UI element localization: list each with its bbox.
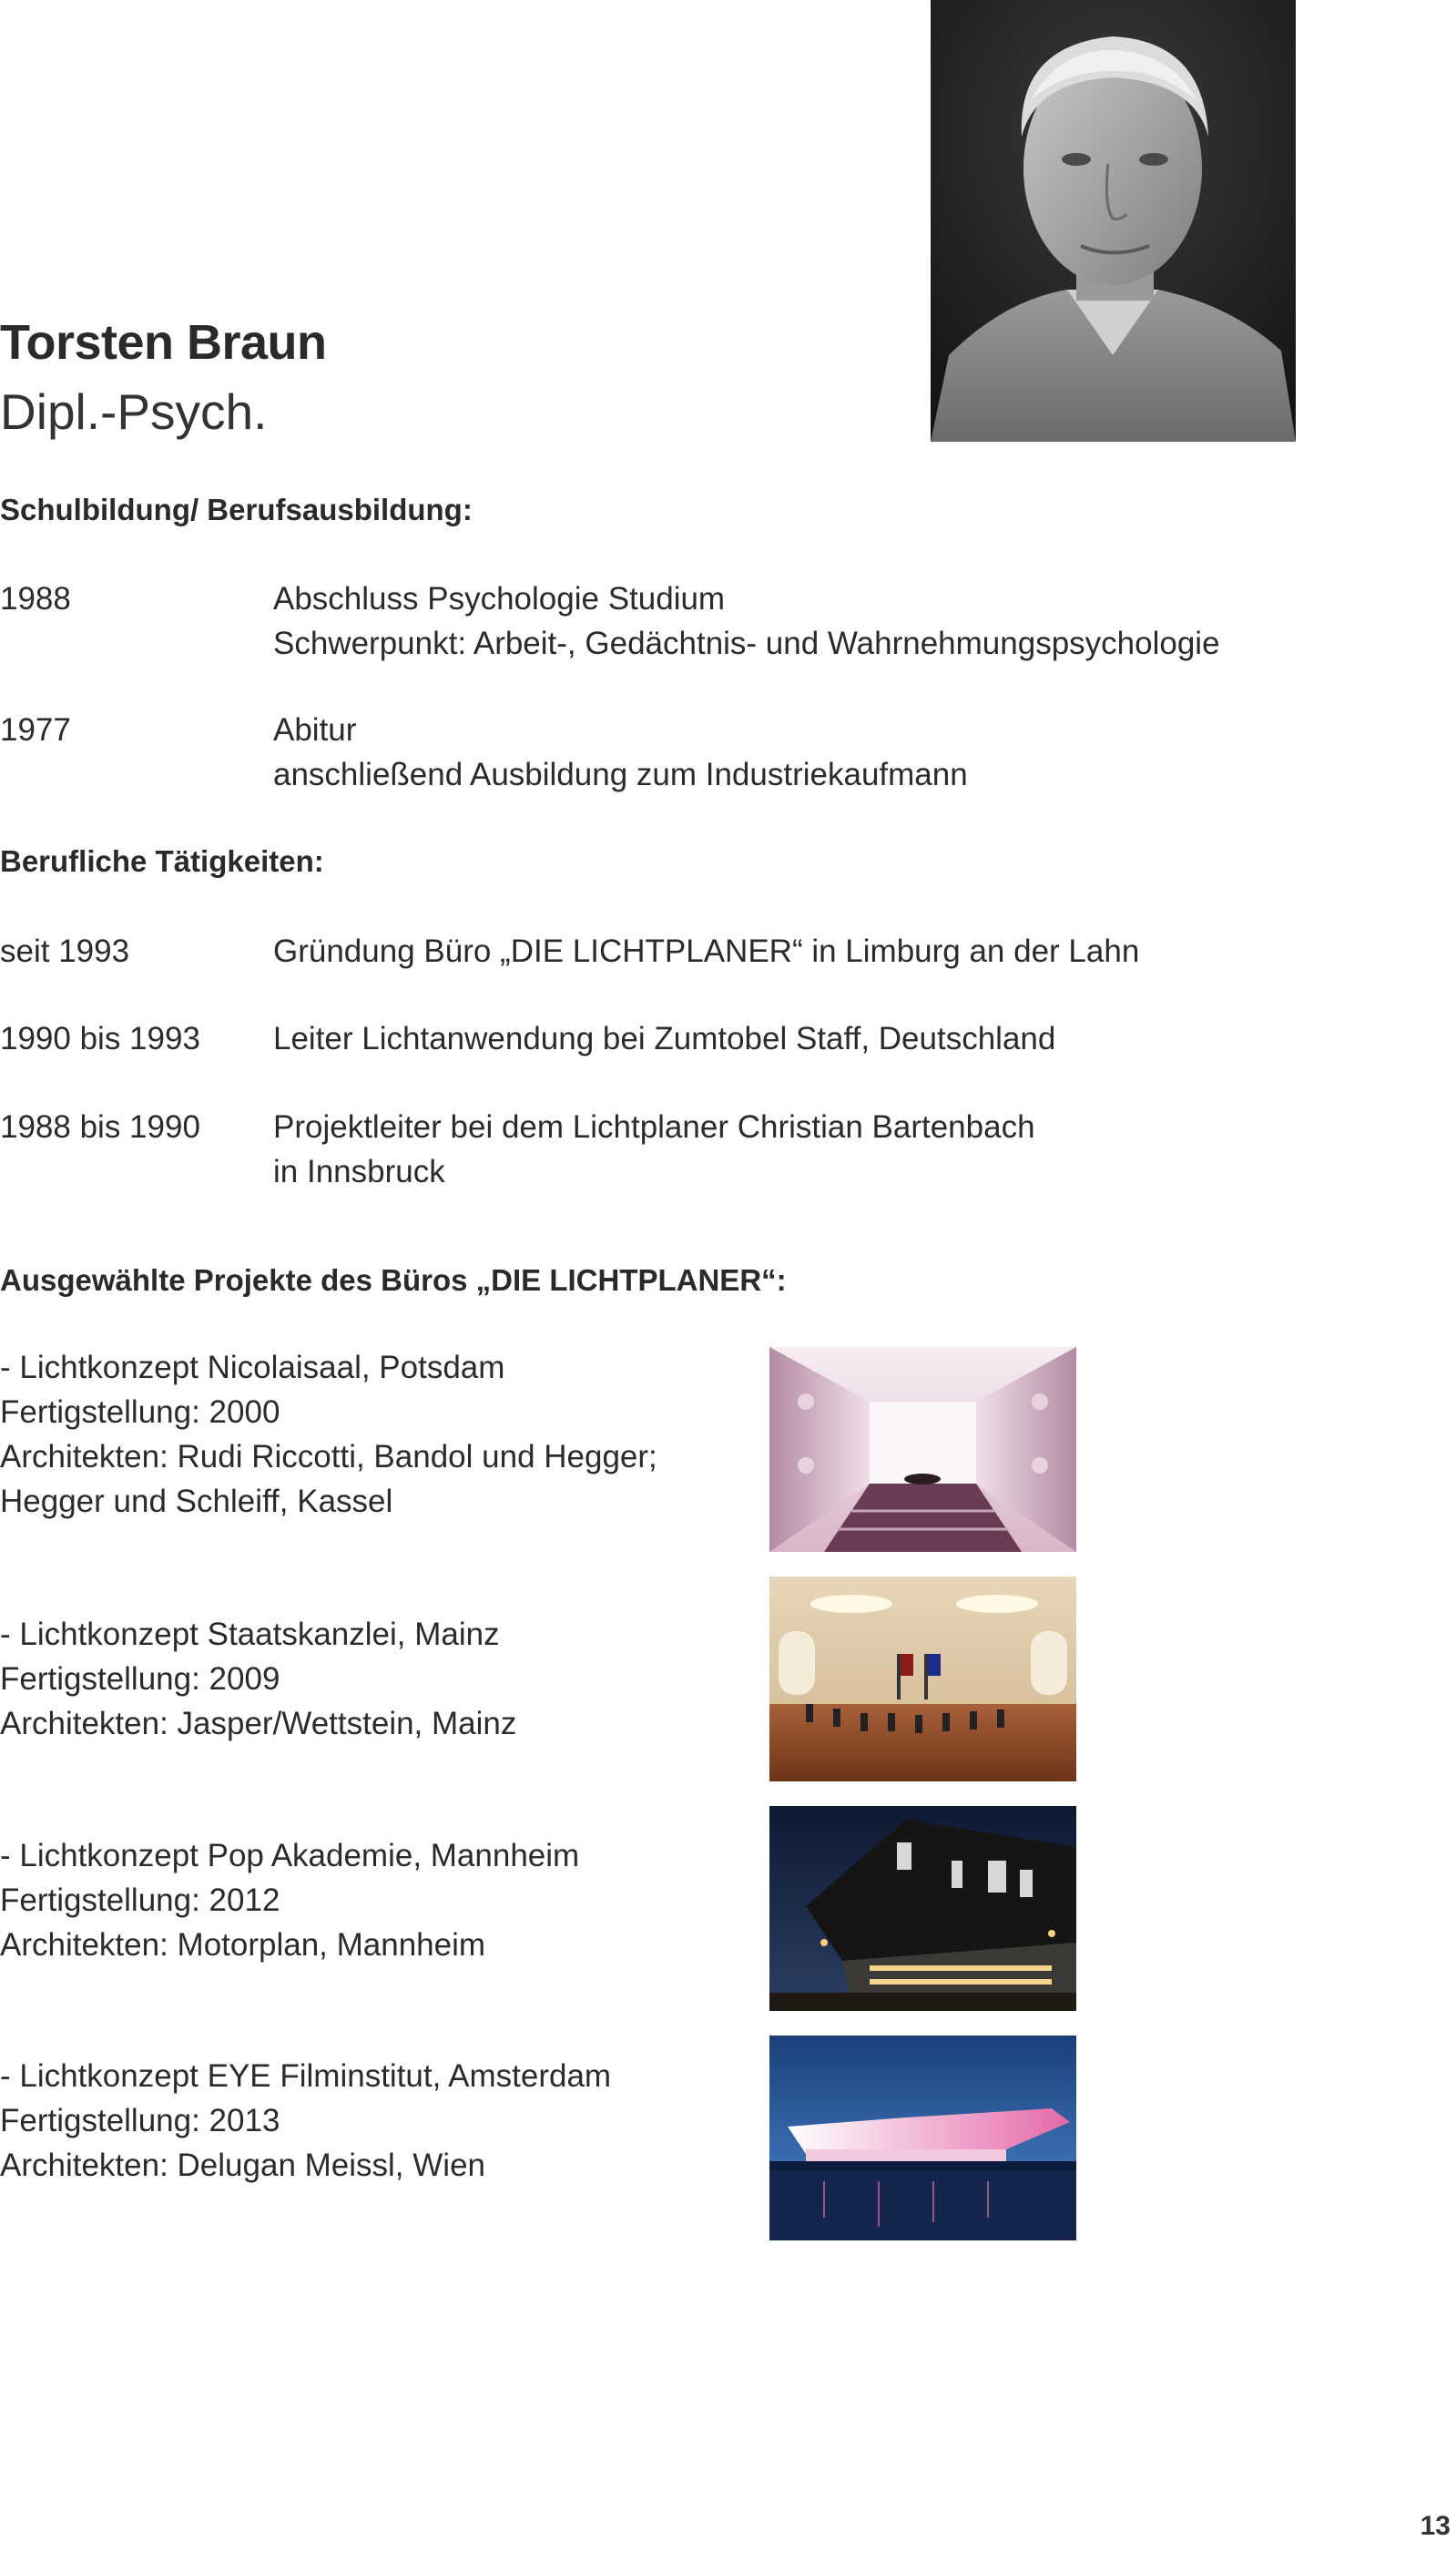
portrait-photo bbox=[931, 0, 1296, 442]
career-year: 1990 bis 1993 bbox=[0, 1021, 200, 1056]
project-architects: Hegger und Schleiff, Kassel bbox=[0, 1484, 393, 1519]
page-number: 13 bbox=[1420, 2511, 1451, 2541]
project-completion: Fertigstellung: 2000 bbox=[0, 1394, 280, 1430]
project-architects: Architekten: Motorplan, Mannheim bbox=[0, 1927, 486, 1963]
person-title: Dipl.-Psych. bbox=[0, 383, 268, 440]
project-architects: Architekten: Delugan Meissl, Wien bbox=[0, 2148, 485, 2183]
project-item bbox=[0, 2054, 747, 2188]
education-line: anschließend Ausbildung zum Industriekaufmann bbox=[273, 757, 968, 792]
project-photo-staatskanzlei bbox=[769, 1577, 1076, 1781]
career-item bbox=[0, 1105, 1366, 1196]
project-item bbox=[0, 1833, 747, 1967]
project-photo-eye-filminstitut bbox=[769, 2036, 1076, 2240]
career-item bbox=[0, 1016, 1366, 1062]
career-heading: Berufliche Tätigkeiten: bbox=[0, 844, 324, 878]
project-completion: Fertigstellung: 2013 bbox=[0, 2103, 280, 2138]
project-item bbox=[0, 1345, 747, 1524]
project-architects: Architekten: Rudi Riccotti, Bandol und Hegger; bbox=[0, 1439, 657, 1474]
project-photo-nicolaisaal bbox=[769, 1347, 1076, 1552]
education-item bbox=[0, 577, 1366, 668]
education-line: Abschluss Psychologie Studium bbox=[273, 581, 726, 617]
education-line: Schwerpunkt: Arbeit-, Gedächtnis- und Wahrnehmungspsychologie bbox=[273, 626, 1220, 661]
education-line: Abitur bbox=[273, 712, 357, 748]
career-line: Leiter Lichtanwendung bei Zumtobel Staff, Deutschland bbox=[273, 1021, 1056, 1056]
career-item bbox=[0, 929, 1366, 974]
project-title: - Lichtkonzept Nicolaisaal, Potsdam bbox=[0, 1350, 505, 1385]
career-line: Gründung Büro „DIE LICHTPLANER“ in Limburg an der Lahn bbox=[273, 934, 1140, 969]
project-completion: Fertigstellung: 2012 bbox=[0, 1883, 280, 1918]
career-line: in Innsbruck bbox=[273, 1154, 445, 1189]
education-year: 1988 bbox=[0, 581, 71, 617]
person-name: Torsten Braun bbox=[0, 315, 327, 370]
project-architects: Architekten: Jasper/Wettstein, Mainz bbox=[0, 1706, 517, 1741]
career-year: 1988 bis 1990 bbox=[0, 1109, 200, 1145]
projects-heading: Ausgewählte Projekte des Büros „DIE LICHTPLANER“: bbox=[0, 1263, 787, 1297]
project-title: - Lichtkonzept Staatskanzlei, Mainz bbox=[0, 1617, 500, 1652]
project-item bbox=[0, 1612, 747, 1746]
education-item bbox=[0, 708, 1366, 799]
project-completion: Fertigstellung: 2009 bbox=[0, 1661, 280, 1697]
project-title: - Lichtkonzept Pop Akademie, Mannheim bbox=[0, 1838, 580, 1873]
education-heading: Schulbildung/ Berufsausbildung: bbox=[0, 493, 473, 526]
career-line: Projektleiter bei dem Lichtplaner Christian Bartenbach bbox=[273, 1109, 1035, 1145]
career-year: seit 1993 bbox=[0, 934, 130, 969]
education-year: 1977 bbox=[0, 712, 71, 748]
project-photo-pop-akademie bbox=[769, 1806, 1076, 2011]
project-title: - Lichtkonzept EYE Filminstitut, Amsterdam bbox=[0, 2058, 612, 2094]
